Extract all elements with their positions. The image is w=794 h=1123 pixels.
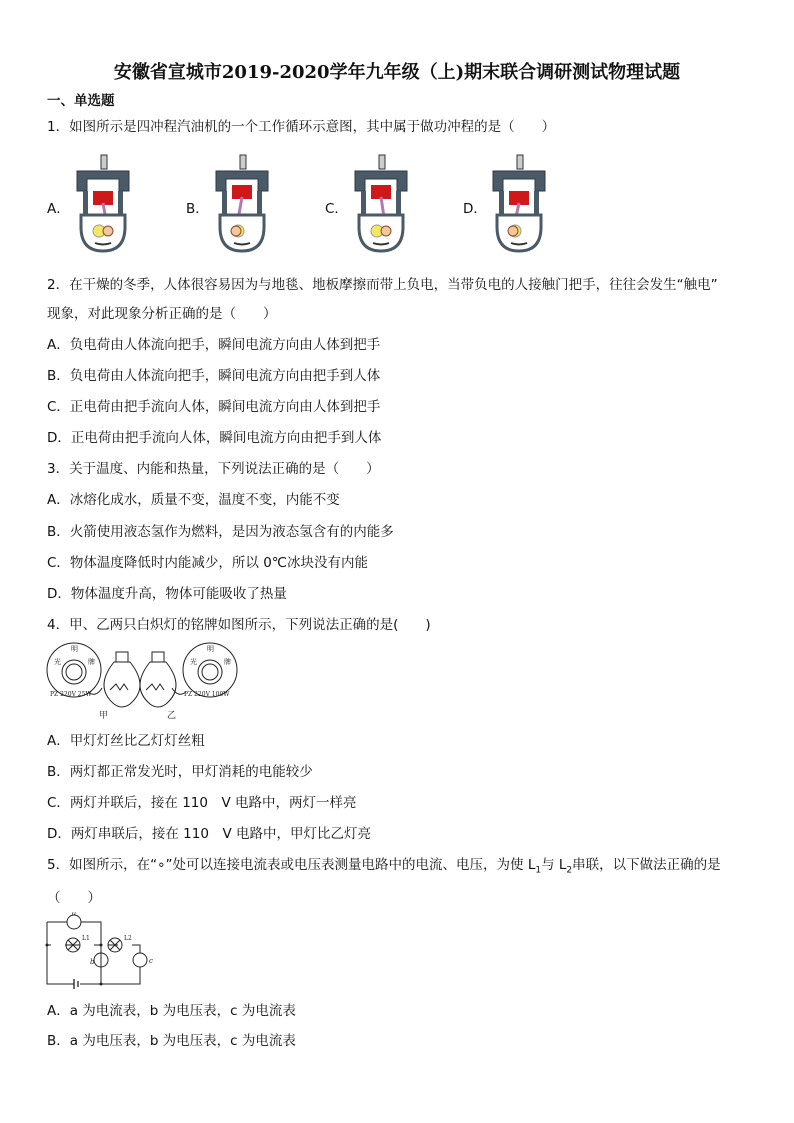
q5-stem-line2: （ ） xyxy=(47,890,101,906)
bulb-nameplate-figure xyxy=(44,640,240,722)
engine-diagram-d xyxy=(491,153,547,253)
section-heading: 一、单选题 xyxy=(47,93,115,109)
q1-option-d-label: D． xyxy=(463,201,487,217)
bulb-a-brand3: 牌 xyxy=(88,658,95,666)
q2-option-b: B．负电荷由人体流向把手，瞬间电流方向由把手到人体 xyxy=(47,368,381,384)
q4-option-a: A．甲灯灯丝比乙灯灯丝粗 xyxy=(47,733,205,749)
q2-option-c: C．正电荷由把手流向人体，瞬间电流方向由人体到把手 xyxy=(47,399,381,415)
q5-sub2: 2 xyxy=(566,865,573,876)
q5-stem-a: 5．如图所示，在“∘”处可以连接电流表或电压表测量电路中的电流、电压，为使 L xyxy=(47,857,536,873)
bulb-b-label: 乙 xyxy=(167,711,177,721)
q1-option-a-label: A． xyxy=(47,201,70,217)
q3-option-d: D．物体温度升高，物体可能吸收了热量 xyxy=(47,586,287,602)
meter-a-label: a xyxy=(72,912,77,917)
bulb-a-brand2: 明 xyxy=(71,645,78,653)
circuit-diagram xyxy=(44,912,154,990)
bulb-a-label: 甲 xyxy=(99,711,109,721)
bulb-b-brand2: 明 xyxy=(207,645,214,653)
q1-option-b-label: B． xyxy=(186,201,209,217)
q5-stem-b: 与 L xyxy=(541,857,567,873)
lamp-l1-label: L1 xyxy=(82,935,90,942)
q2-option-d: D．正电荷由把手流向人体，瞬间电流方向由把手到人体 xyxy=(47,430,382,446)
q3-option-c: C．物体温度降低时内能减少，所以 0℃冰块没有内能 xyxy=(47,555,368,571)
q2-option-a: A．负电荷由人体流向把手，瞬间电流方向由人体到把手 xyxy=(47,337,381,353)
meter-b-label: b xyxy=(90,958,95,966)
q4-option-d: D．两灯串联后，接在 110 V 电路中，甲灯比乙灯亮 xyxy=(47,826,371,842)
q3-stem: 3．关于温度、内能和热量，下列说法正确的是（ ） xyxy=(47,461,380,477)
engine-diagram-b xyxy=(214,153,270,253)
engine-diagram-c xyxy=(353,153,409,253)
q3-option-a: A．冰熔化成水，质量不变，温度不变，内能不变 xyxy=(47,492,340,508)
q2-stem-line2: 现象，对此现象分析正确的是（ ） xyxy=(47,306,277,322)
q5-sub1: 1 xyxy=(535,865,542,876)
bulb-b-rating: PZ 220V 100W xyxy=(184,691,230,698)
q1-stem: 1．如图所示是四冲程汽油机的一个工作循环示意图，其中属于做功冲程的是（ ） xyxy=(47,119,556,135)
lamp-l2-label: L2 xyxy=(124,935,132,942)
engine-diagram-a xyxy=(75,153,131,253)
bulb-a-brand1: 光 xyxy=(54,658,61,666)
q5-stem-c: 串联，以下做法正确的是 xyxy=(572,857,721,873)
bulb-b-brand3: 牌 xyxy=(224,658,231,666)
q4-option-b: B．两灯都正常发光时，甲灯消耗的电能较少 xyxy=(47,764,313,780)
page-title: 安徽省宣城市2019-2020学年九年级（上)期末联合调研测试物理试题 xyxy=(113,62,681,83)
q4-stem: 4．甲、乙两只白炽灯的铭牌如图所示，下列说法正确的是( ) xyxy=(47,617,431,633)
bulb-b-brand1: 光 xyxy=(190,658,197,666)
q1-option-c-label: C． xyxy=(325,201,348,217)
q5-option-a: A．a 为电流表，b 为电压表，c 为电流表 xyxy=(47,1003,296,1019)
q5-option-b: B．a 为电压表，b 为电压表，c 为电流表 xyxy=(47,1033,296,1049)
q4-option-c: C．两灯并联后，接在 110 V 电路中，两灯一样亮 xyxy=(47,795,357,811)
bulb-a-rating: PZ 220V 25W xyxy=(50,691,92,698)
q2-stem-line1: 2．在干燥的冬季，人体很容易因为与地毯、地板摩擦而带上负电，当带负电的人接触门把手，往往会发生“触电” xyxy=(47,277,718,293)
q3-option-b: B．火箭使用液态氢作为燃料，是因为液态氢含有的内能多 xyxy=(47,524,394,540)
q5-stem xyxy=(47,857,721,879)
meter-c-label: c xyxy=(149,957,153,965)
